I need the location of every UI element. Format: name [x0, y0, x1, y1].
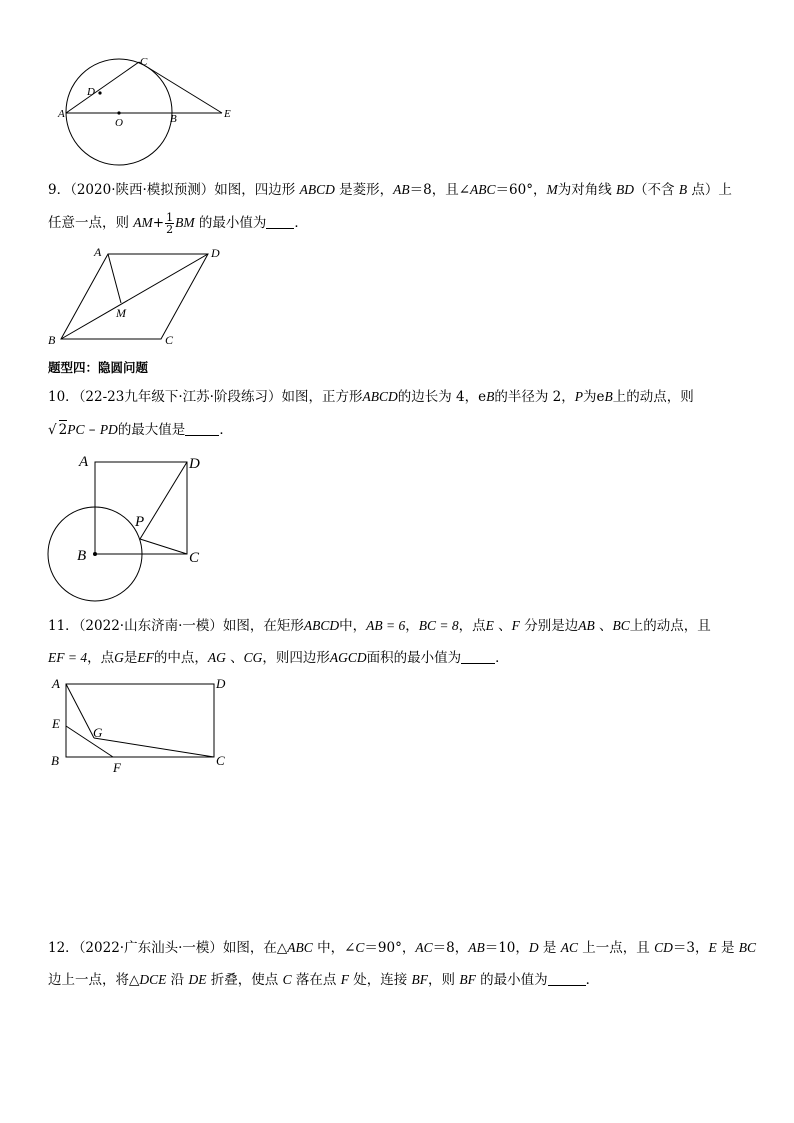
answer-blank[interactable] [548, 971, 586, 986]
label-p: P [135, 514, 145, 530]
label-b: B [51, 753, 59, 768]
label-a: A [58, 108, 65, 120]
q12-line2: 边上一点，将△DCE 沿 DE 折叠，使点 C 落在点 F 处，连接 BF，则 BF 的最小值为 ． [48, 972, 600, 988]
q12-source: （2022·广东汕头·一模） [78, 940, 223, 956]
q9-line1: 9．（2020·陕西·模拟预测）如图，四边形 ABCD 是菱形，AB＝8，且∠ABC＝60°，M为对角线 BD（不含 B 点）上 [48, 182, 732, 198]
q9-line2: 任意一点，则 AM+ $\frac{1}{2}$ BM 的最小值为 ． [48, 211, 308, 236]
segment-gc [94, 738, 214, 757]
q12-number: 12． [48, 940, 79, 956]
sqrt-sign: √ [48, 422, 57, 438]
label-c: C [140, 56, 148, 68]
label-a: A [94, 245, 102, 259]
q10-line2: √ 2PC – PD的最大值是 ． [48, 422, 233, 438]
label-d: D [189, 456, 200, 472]
q9-number: 9． [48, 182, 71, 198]
label-b: B [48, 333, 56, 347]
rectangle-abcd [66, 684, 214, 757]
label-c: C [165, 333, 174, 347]
label-d: D [216, 676, 226, 691]
q11-source: （2022·山东济南·一模） [78, 618, 223, 634]
label-e: E [224, 108, 231, 120]
label-a: A [52, 676, 60, 691]
q9-source: （2020·陕西·模拟预测） [70, 182, 215, 198]
q10-source: （22-23九年级下·江苏·阶段练习） [78, 389, 282, 405]
label-e: E [52, 716, 60, 731]
label-b: B [77, 548, 87, 564]
q12-line1: 12．（2022·广东汕头·一模）如图，在△ABC 中，∠C＝90°，AC＝8，AB＝10，D 是 AC 上一点，且 CD＝3，E 是 BC [48, 940, 757, 956]
segment-ag [66, 684, 94, 738]
label-c: C [216, 753, 225, 768]
fraction-one-half: $\frac{1}{2}$ [166, 211, 174, 236]
label-b: B [170, 113, 177, 125]
label-m: M [116, 306, 126, 320]
q10-line1: 10．（22-23九年级下·江苏·阶段练习）如图，正方形ABCD的边长为 4，eB的半径为 2，P为eB上的动点，则 [48, 389, 694, 405]
label-o: O [115, 117, 123, 129]
q11-line1: 11．（2022·山东济南·一模）如图，在矩形ABCD中，AB = 6，BC = 8，点E 、F 分别是边AB 、BC上的动点，且 [48, 618, 711, 634]
label-d: D [87, 86, 95, 98]
segment-ef [66, 726, 113, 757]
label-f: F [113, 760, 121, 775]
label-c: C [189, 550, 200, 566]
section-heading: 题型四：隐圆问题 [48, 360, 149, 375]
label-d: D [211, 246, 220, 260]
q10-number: 10． [48, 389, 79, 405]
label-a: A [79, 454, 89, 470]
q11-line2: EF = 4，点G是EF的中点，AG 、CG，则四边形AGCD面积的最小值为 ． [48, 650, 509, 666]
label-g: G [93, 725, 103, 740]
q11-number: 11． [48, 618, 79, 634]
